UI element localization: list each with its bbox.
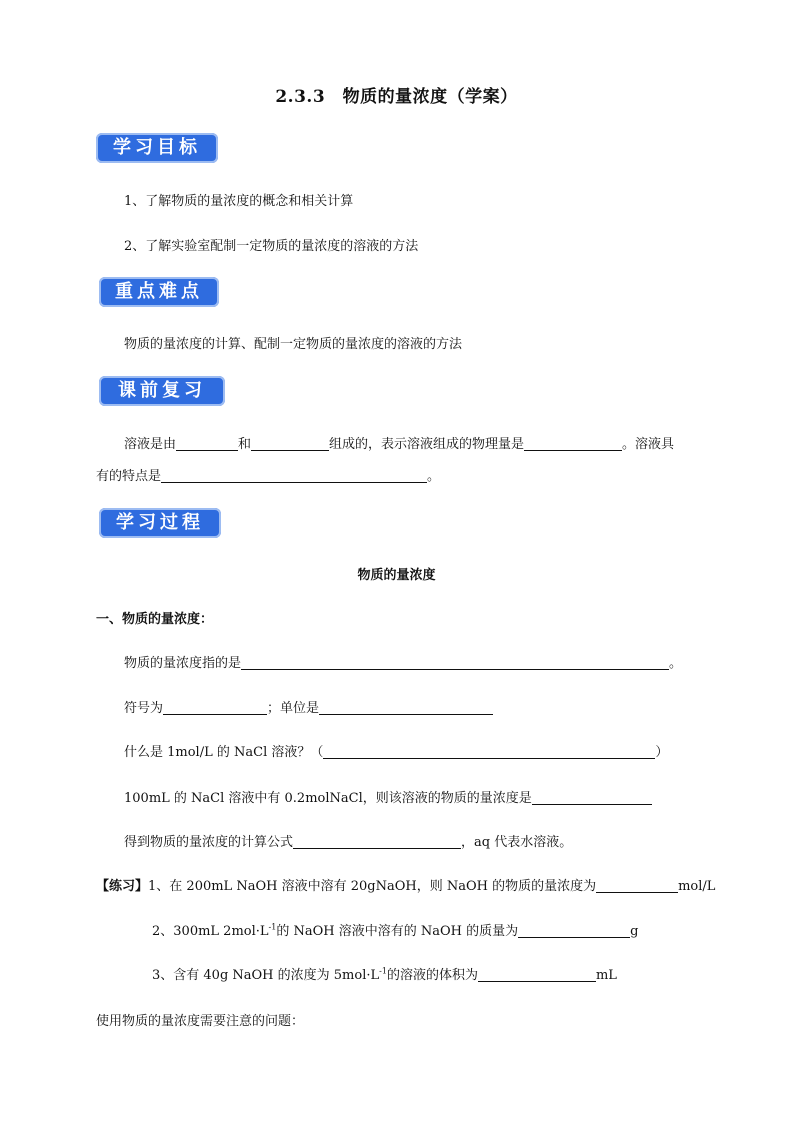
subtitle: 物质的量浓度 [357,568,436,583]
practice-3-line [152,964,617,983]
goal-item-2: 2、了解实验室配制一定物质的量浓度的溶液的方法 [124,239,419,254]
section-badge-process: 学习过程 [99,508,221,538]
practice-2-line [152,920,638,939]
practice-2-text-a: 2、300mL 2mol·L [152,924,269,939]
practice-3-sup: -1 [379,966,387,976]
formula-line [124,831,572,850]
review-text-3: 组成的，表示溶液组成的物理量是 [329,437,525,452]
notes-heading: 使用物质的量浓度需要注意的问题： [96,1014,305,1029]
practice-1-unit: mol/L [678,879,716,894]
page-title: 2.3.3 物质的量浓度（学案） [275,87,518,107]
symbol-line [124,697,493,716]
part1-heading: 一、物质的量浓度： [96,612,214,627]
answer-blank[interactable] [163,700,267,715]
practice-3-text-a: 3、含有 40g NaOH 的浓度为 5mol·L [152,968,380,983]
answer-blank[interactable] [176,436,238,451]
practice-1-line [96,875,715,894]
answer-blank[interactable] [323,744,655,759]
practice-2-sup: -1 [268,922,277,932]
unit-label: ；单位是 [267,701,320,716]
answer-blank[interactable] [319,700,493,715]
review-line-1 [124,433,674,452]
answer-blank[interactable] [524,436,622,451]
what-is-line [124,741,668,760]
practice-label: 【练习】 [96,879,149,894]
example-line [124,787,652,806]
goal-item-1: 1、了解物质的量浓度的概念和相关计算 [124,194,354,209]
answer-blank[interactable] [161,468,427,483]
symbol-label: 符号为 [124,701,164,716]
answer-blank[interactable] [241,655,669,670]
answer-blank[interactable] [532,790,652,805]
definition-label: 物质的量浓度指的是 [124,656,242,671]
answer-blank[interactable] [293,834,461,849]
definition-period: 。 [669,656,683,671]
section-badge-review: 课前复习 [99,376,225,406]
practice-3-text-b: 的溶液的体积为 [386,968,478,983]
review-text-2: 和 [238,437,252,452]
key-points-text: 物质的量浓度的计算、配制一定物质的量浓度的溶液的方法 [124,337,463,352]
practice-2-text-b: 的 NaOH 溶液中溶有的 NaOH 的质量为 [276,924,519,939]
practice-3-unit: mL [595,968,617,983]
definition-line [124,652,682,671]
practice-2-unit: g [630,924,639,939]
review-text-1: 溶液是由 [124,437,177,452]
example-label: 100mL 的 NaCl 溶液中有 0.2molNaCl，则该溶液的物质的量浓度是 [124,791,532,806]
review-line-2 [96,465,440,484]
what-is-label: 什么是 1mol/L 的 NaCl 溶液？（ [124,745,324,760]
answer-blank[interactable] [478,967,596,982]
practice-1-text: 1、在 200mL NaOH 溶液中溶有 20gNaOH，则 NaOH 的物质的量浓度为 [148,879,597,894]
formula-tail: ，aq 代表水溶液。 [461,835,573,850]
formula-label: 得到物质的量浓度的计算公式 [124,835,294,850]
section-badge-key-points: 重点难点 [99,277,219,307]
answer-blank[interactable] [251,436,329,451]
close-paren: ） [655,745,669,760]
review-text-5: 有的特点是 [96,469,162,484]
review-text-4: 。溶液具 [622,437,675,452]
review-text-6: 。 [427,469,441,484]
answer-blank[interactable] [596,878,678,893]
section-badge-goals: 学习目标 [96,133,218,163]
answer-blank[interactable] [518,923,630,938]
